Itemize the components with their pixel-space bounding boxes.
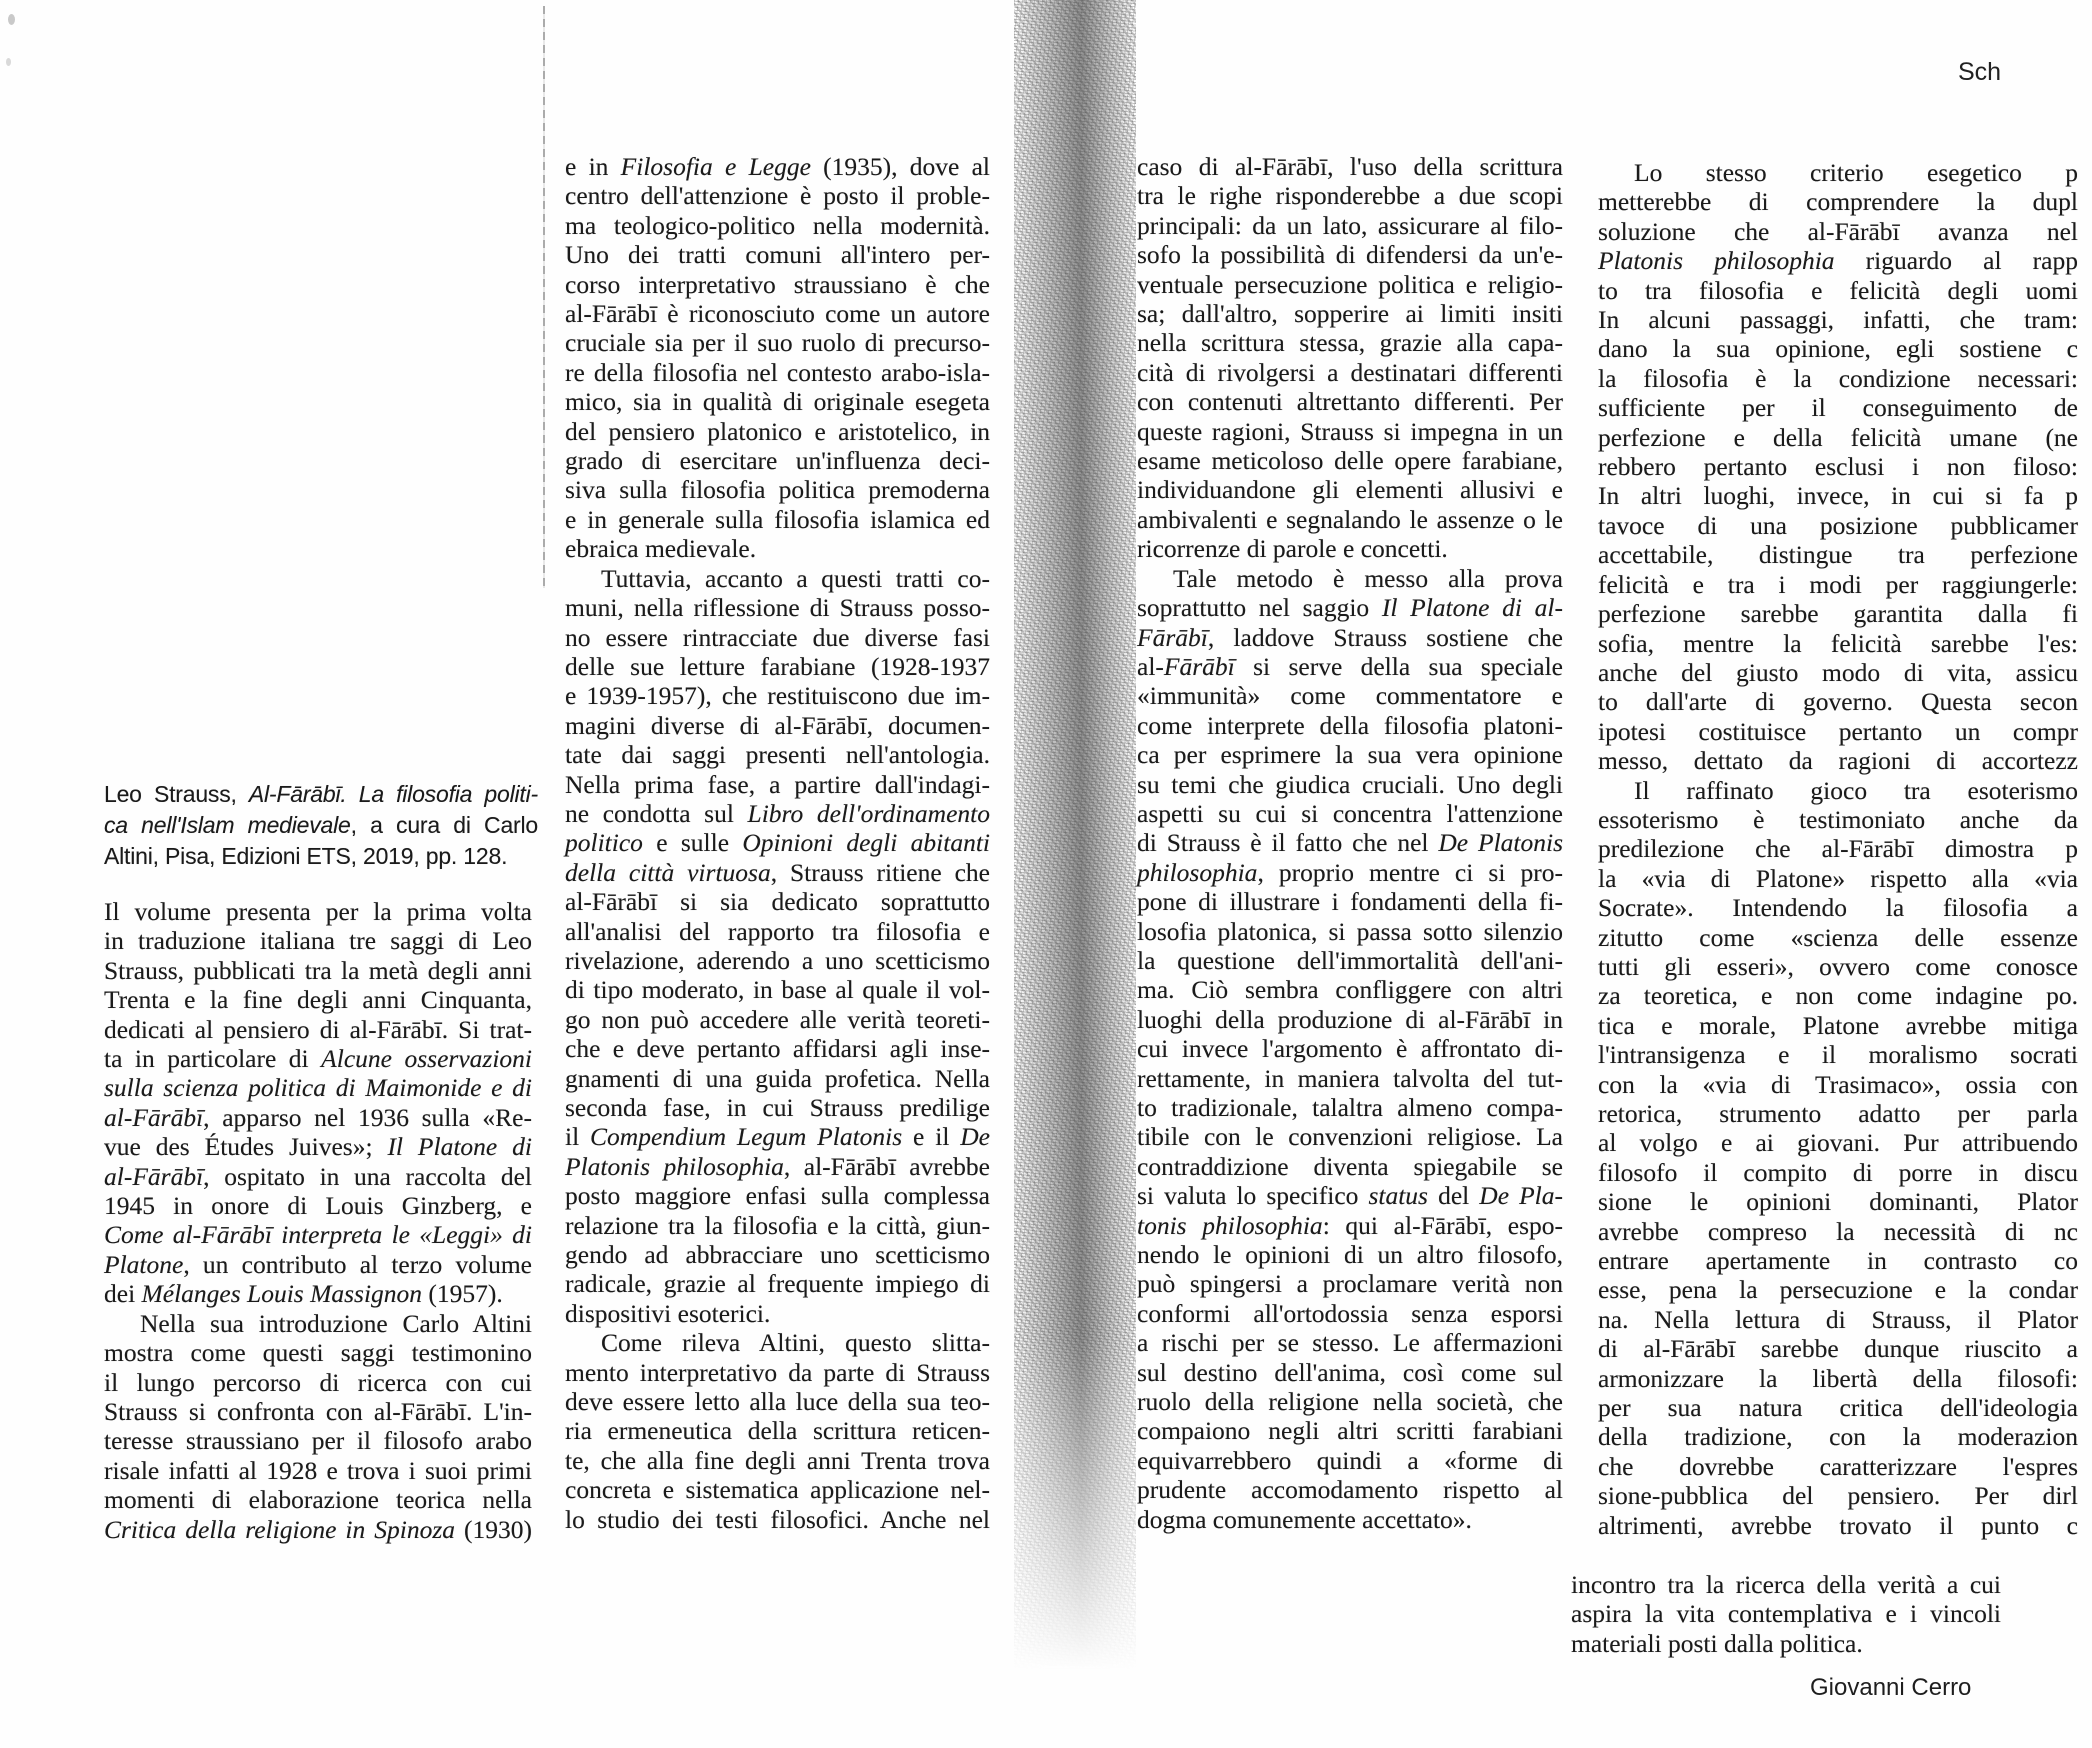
text-line: Uno dei tratti comuni all'intero per- [565, 240, 990, 270]
text-line: cità di rivolgersi a destinatari differenti [1137, 357, 1563, 387]
text-line: 1945 in onore di Louis Ginzberg, e [104, 1191, 532, 1221]
text-line: corso interpretativo straussiano è che [565, 269, 990, 299]
text-line: philosophia, proprio mentre ci si pro- [1137, 857, 1563, 887]
text-line: accettabile, distingue tra perfezione [1598, 540, 2078, 570]
text-line: si valuta lo specifico status del De Pla- [1137, 1181, 1564, 1211]
text-line: to tra filosofia e felicità degli uomi [1598, 275, 2078, 305]
text-line: con la «via di Trasimaco», ossia con [1598, 1069, 2078, 1099]
text-line: tra le righe risponderebbe a due scopi [1137, 181, 1563, 211]
text-line: pone di illustrare i fondamenti della fi- [1137, 887, 1563, 917]
text-line: della tradizione, con la moderazion [1598, 1422, 2078, 1452]
text-line: Socrate». Intendendo la filosofia a [1598, 893, 2078, 923]
text-line: nendo le opinioni di un altro filosofo, [1137, 1240, 1563, 1270]
text-line: rettamente, in maniera talvolta del tut- [1137, 1063, 1563, 1093]
text-column-2 [565, 152, 990, 1534]
text-line: aspira la vita contemplativa e i vincoli [1571, 1599, 2001, 1629]
text-line: losofia platonica, si passa sotto silenzio [1137, 916, 1563, 946]
text-line: gendo ad abbracciare uno scetticismo [565, 1240, 990, 1270]
text-line: esse, pena la persecuzione e la condar [1598, 1275, 2078, 1305]
text-line: grado di esercitare un'influenza deci- [565, 446, 990, 476]
text-line: rebbero pertanto esclusi i non filoso: [1598, 452, 2078, 482]
text-line: la «via di Platone» rispetto alla «via [1598, 863, 2078, 893]
text-line: Lo stesso criterio esegetico p [1634, 158, 2078, 187]
text-line: esame meticoloso delle opere farabiane, [1137, 446, 1563, 476]
text-line: Strauss si confronta con al-Fārābī. L'in- [104, 1396, 532, 1426]
text-line: con contenuti altrettanto differenti. Per [1137, 387, 1563, 417]
text-line: magini diverse di al-Fārābī, documen- [565, 710, 990, 740]
scan-speck [8, 14, 15, 25]
text-line: risale infatti al 1928 e trova i suoi primi [104, 1455, 532, 1485]
text-line: dogma comunemente accettato». [1137, 1504, 1472, 1534]
scan-gutter-shadow [1014, 0, 1136, 1670]
text-line: predilezione che al-Fārābī dimostra p [1598, 834, 2078, 864]
text-line: la filosofia è la condizione necessari: [1598, 363, 2078, 393]
text-line: tica e morale, Platone avrebbe mitiga [1598, 1010, 2078, 1040]
text-line: ricorrenze di parole e concetti. [1137, 534, 1448, 564]
text-line: e in generale sulla filosofia islamica ed [565, 504, 990, 534]
text-line: essoterismo è testimoniato anche da [1598, 804, 2078, 834]
text-column-3 [1137, 152, 1563, 1534]
text-line: tavoce di una posizione pubblicamer [1598, 510, 2078, 540]
text-line: perfezione e della felicità umane (ne [1598, 422, 2078, 452]
text-line: na. Nella lettura di Strauss, il Plator [1598, 1304, 2078, 1334]
text-line: Critica della religione in Spinoza (1930) [104, 1514, 533, 1544]
text-line: individuandone gli elementi allusivi e [1137, 475, 1563, 505]
text-line: nella scrittura stessa, grazie alla capa- [1137, 328, 1563, 358]
text-line: e in Filosofia e Legge (1935), dove al [565, 152, 990, 181]
text-line: sul destino dell'anima, così come sul [1137, 1357, 1563, 1387]
text-line: retorica, strumento adatto per parla [1598, 1099, 2078, 1128]
text-line: Platonis philosophia, al-Fārābī avrebbe [565, 1151, 990, 1181]
text-column-footer-continuation [1571, 1570, 2001, 1658]
text-line: ipotesi costituisce pertanto un compr [1598, 716, 2078, 746]
text-line: ebraica medievale. [565, 534, 757, 564]
text-line: zitutto come «scienza delle essenze [1598, 922, 2078, 952]
text-line: mico, sia in qualità di originale esegeta [565, 387, 990, 417]
text-line: ventuale persecuzione politica e religio- [1137, 269, 1563, 299]
text-line: all'analisi del rapporto tra filosofia e [565, 916, 990, 946]
text-line: ruolo della religione nella società, che [1137, 1387, 1563, 1417]
text-line: perfezione sarebbe garantita dalla fi [1598, 599, 2078, 629]
text-line: sa; dall'altro, sopperire ai limiti insiti [1137, 299, 1563, 329]
text-line: lo studio dei testi filosofici. Anche nel [565, 1504, 990, 1534]
text-line: su temi che giudica cruciali. Uno degli [1137, 769, 1563, 799]
text-line: al-Fārābī, apparso nel 1936 sulla «Re- [104, 1102, 532, 1132]
text-line: materiali posti dalla politica. [1571, 1628, 1863, 1658]
text-line: go non può accedere alle verità teoreti- [565, 1004, 990, 1034]
text-line: Come al-Fārābī interpreta le «Leggi» di [104, 1220, 532, 1250]
text-line: di tipo moderato, in base al quale il vol- [565, 975, 990, 1005]
text-line: che e deve pertanto affidarsi agli inse- [565, 1034, 990, 1064]
column-divider-line [543, 6, 545, 588]
text-line: Nella prima fase, a partire dall'indagi- [565, 769, 990, 799]
text-line: Altini, Pisa, Edizioni ETS, 2019, pp. 128. [104, 843, 508, 869]
text-line: soprattutto nel saggio Il Platone di al- [1137, 593, 1563, 623]
text-line: al volgo e ai giovani. Pur attribuendo [1598, 1128, 2078, 1158]
text-line: posto maggiore enfasi sulla complessa [565, 1181, 990, 1211]
text-line: to tradizionale, talaltra almeno compa- [1137, 1093, 1563, 1122]
text-line: In altri luoghi, invece, in cui si fa p [1598, 481, 2078, 511]
text-line: come interprete della filosofia platoni- [1137, 710, 1563, 740]
text-line: ca per esprimere la sua vera opinione [1137, 740, 1563, 770]
text-line: dedicati al pensiero di al-Fārābī. Si trat- [104, 1014, 532, 1044]
text-line: filosofo il compito di porre in discu [1598, 1157, 2078, 1187]
text-line: a rischi per se stesso. Le affermazioni [1137, 1328, 1563, 1358]
text-line: no essere rintracciate due diverse fasi [565, 622, 990, 652]
text-line: te, che alla fine degli anni Trenta trova [565, 1445, 990, 1475]
text-line: al-Fārābī, ospitato in una raccolta del [104, 1161, 532, 1191]
text-line: avrebbe compreso la necessità di nc [1598, 1216, 2078, 1246]
text-line: metterebbe di comprendere la dupl [1598, 187, 2078, 217]
text-line: politico e sulle Opinioni degli abitanti [565, 828, 990, 858]
text-line: ne condotta sul Libro dell'ordinamento [565, 798, 990, 828]
text-column-1 [104, 897, 532, 1544]
text-line: e 1939-1957), che restituiscono due im- [565, 681, 990, 711]
text-line: tate dai saggi presenti nell'antologia. [565, 740, 990, 770]
text-line: sione le opinioni dominanti, Plator [1598, 1187, 2078, 1217]
text-line: ca nell'Islam medievale, a cura di Carlo [104, 812, 538, 838]
text-line: cruciale sia per il suo ruolo di precurso- [565, 328, 990, 358]
text-line: soluzione che al-Fārābī avanza nel [1598, 216, 2078, 246]
text-line: concreta e sistematica applicazione nel- [565, 1475, 990, 1505]
text-line: sione-pubblica del pensiero. Per dirl [1598, 1481, 2078, 1511]
text-line: di al-Fārābī sarebbe dunque riuscito a [1598, 1334, 2078, 1364]
text-line: messo, dettato da ragioni di accortezz [1598, 746, 2078, 776]
text-line: ria ermeneutica della scrittura reticen- [565, 1416, 990, 1446]
text-line: rivelazione, aderendo a uno scetticismo [565, 945, 990, 975]
text-line: in traduzione italiana tre saggi di Leo [104, 926, 532, 956]
text-line: delle sue letture farabiane (1928-1937 [565, 651, 990, 681]
text-line: cui invece l'argomento è affrontato di- [1137, 1034, 1563, 1064]
text-line: al-Fārābī si serve della sua speciale [1137, 651, 1563, 681]
text-line: Trenta e la fine degli anni Cinquanta, [104, 985, 532, 1015]
text-line: Platone, un contributo al terzo volume [104, 1249, 532, 1279]
text-line: Nella sua introduzione Carlo Altini [140, 1308, 532, 1338]
text-line: luoghi della produzione di al-Fārābī in [1137, 1004, 1563, 1034]
text-line: ta in particolare di Alcune osservazioni [104, 1044, 532, 1074]
text-line: Platonis philosophia riguardo al rapp [1598, 246, 2078, 276]
text-line: momenti di elaborazione teorica nella [104, 1485, 532, 1515]
text-line: sofo la possibilità di difendersi da un'e- [1137, 240, 1563, 270]
text-line: che dovrebbe caratterizzare l'espres [1598, 1451, 2078, 1481]
bibliographic-reference [104, 779, 538, 872]
text-line: «immunità» come commentatore e [1137, 681, 1563, 711]
text-line: la questione dell'immortalità dell'ani- [1137, 945, 1563, 975]
text-line: prudente accomodamento rispetto al [1137, 1475, 1563, 1505]
text-line: per sua natura critica dell'ideologia [1598, 1393, 2078, 1423]
text-line: compaiono negli altri scritti farabiani [1137, 1416, 1563, 1446]
text-line: principali: da un lato, assicurare al filo- [1137, 210, 1563, 240]
text-line: contraddizione diventa spiegabile se [1137, 1151, 1563, 1181]
text-line: equivarrebbero quindi a «forme di [1137, 1445, 1563, 1475]
text-line: tonis philosophia: qui al-Fārābī, espo- [1137, 1210, 1563, 1240]
text-line: felicità e tra i modi per raggiungerle: [1598, 569, 2078, 599]
text-line: muni, nella riflessione di Strauss posso- [565, 593, 990, 623]
text-line: mento interpretativo da parte di Strauss [565, 1357, 990, 1387]
text-line: del pensiero platonico e aristotelico, in [565, 416, 990, 446]
text-line: anche del giusto modo di vita, assicu [1598, 657, 2078, 687]
text-line: Strauss, pubblicati tra la metà degli anni [104, 955, 532, 985]
text-line: centro dell'attenzione è posto il proble- [565, 181, 990, 211]
text-line: al-Fārābī si sia dedicato soprattutto [565, 887, 990, 917]
text-line: l'intransigenza e il moralismo socrati [1598, 1040, 2078, 1070]
text-line: to dall'arte di governo. Questa secon [1598, 687, 2078, 717]
text-line: sofia, mentre la felicità sarebbe l'es: [1598, 628, 2078, 658]
text-line: tibile con le convenzioni religiose. La [1137, 1122, 1563, 1152]
text-line: Come rileva Altini, questo slitta- [601, 1328, 990, 1358]
text-line: tutti gli esseri», ovvero come conosce [1598, 951, 2078, 981]
text-line: armonizzare la libertà della filosofi: [1598, 1363, 2078, 1393]
text-line: Tale metodo è messo alla prova [1173, 563, 1563, 593]
text-column-4 [1598, 158, 2078, 1540]
text-line: aspetti su cui si concentra l'attenzione [1137, 798, 1563, 828]
text-line: ma. Ciò sembra confliggere con altri [1137, 975, 1563, 1005]
text-line: entrare apertamente in contrasto co [1598, 1246, 2078, 1276]
text-line: ambivalenti e segnalando le assenze o le [1137, 504, 1563, 534]
text-line: vue des Études Juives»; Il Platone di [104, 1132, 532, 1162]
text-line: queste ragioni, Strauss si impegna in un [1137, 416, 1563, 446]
text-line: il lungo percorso di ricerca con cui [104, 1367, 532, 1397]
text-line: In alcuni passaggi, infatti, che tram: [1598, 305, 2078, 335]
text-line: incontro tra la ricerca della verità a cui [1571, 1570, 2001, 1599]
text-line: teresse straussiano per il filosofo arabo [104, 1426, 532, 1456]
text-line: re della filosofia nel contesto arabo-isla- [565, 357, 990, 387]
text-line: dei Mélanges Louis Massignon (1957). [104, 1279, 503, 1309]
text-line: Il volume presenta per la prima volta [104, 897, 532, 926]
text-line: seconda fase, in cui Strauss predilige [565, 1093, 990, 1122]
text-line: Tuttavia, accanto a questi tratti co- [601, 563, 990, 593]
text-line: della città virtuosa, Strauss ritiene che [565, 857, 990, 887]
text-line: Fārābī, laddove Strauss sostiene che [1137, 622, 1563, 652]
text-line: il Compendium Legum Platonis e il De [565, 1122, 990, 1152]
text-line: Il raffinato gioco tra esoterismo [1634, 775, 2078, 805]
text-line: deve essere letto alla luce della sua teo- [565, 1387, 990, 1417]
text-line: caso di al-Fārābī, l'uso della scrittura [1137, 152, 1563, 181]
text-line: relazione tra la filosofia e la città, giun- [565, 1210, 990, 1240]
text-line: sulla scienza politica di Maimonide e di [104, 1073, 532, 1103]
text-line: siva sulla filosofia politica premoderna [565, 475, 990, 505]
reviewer-signature: Giovanni Cerro [1810, 1674, 1972, 1701]
scan-speck [6, 58, 11, 66]
text-line: radicale, grazie al frequente impiego di [565, 1269, 990, 1299]
text-line: za teoretica, e non come indagine po. [1598, 981, 2078, 1011]
text-line: sufficiente per il conseguimento de [1598, 393, 2078, 423]
running-header-fragment: Sch [1958, 58, 2002, 86]
text-line: altrimenti, avrebbe trovato il punto c [1598, 1510, 2078, 1540]
text-line: al-Fārābī è riconosciuto come un autore [565, 299, 990, 329]
text-line: Leo Strauss, Al-Fārābī. La filosofia politi- [104, 781, 538, 807]
text-line: ma teologico-politico nella modernità. [565, 210, 990, 240]
text-line: di Strauss è il fatto che nel De Platonis [1137, 828, 1564, 858]
text-line: dano la sua opinione, egli sostiene c [1598, 334, 2078, 364]
text-line: mostra come questi saggi testimonino [104, 1338, 532, 1368]
text-line: può spingersi a proclamare verità non [1137, 1269, 1563, 1299]
text-line: dispositivi esoterici. [565, 1298, 771, 1328]
text-line: gnamenti di una guida profetica. Nella [565, 1063, 990, 1093]
text-line: conformi all'ortodossia senza esporsi [1137, 1298, 1563, 1328]
